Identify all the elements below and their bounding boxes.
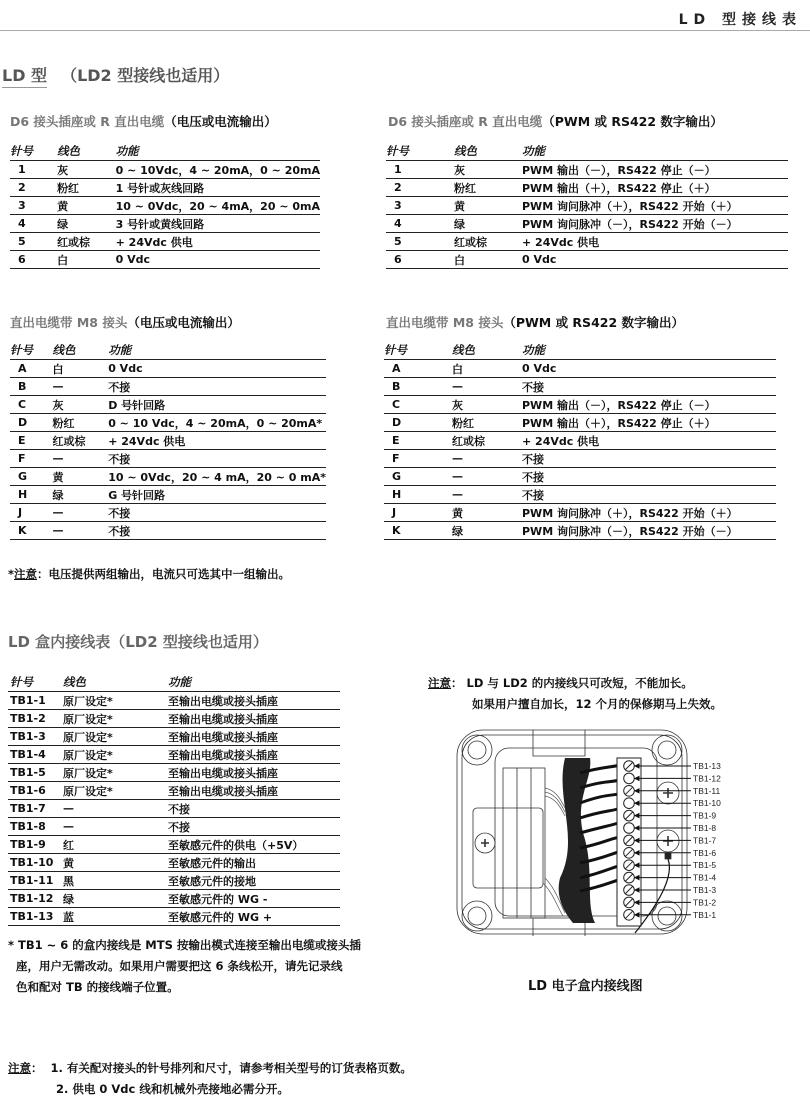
d6-pwm-title-suffix: （PWM 或 RS422 数字输出） xyxy=(542,114,723,129)
table-row xyxy=(10,522,326,540)
color-cell: 原厂设定* xyxy=(63,746,168,764)
function-cell: PWM 询问脉冲（－），RS422 开始（－） xyxy=(522,522,776,540)
terminal-label: TB1-1 xyxy=(693,909,717,920)
color-cell: 红或棕 xyxy=(452,432,522,450)
color-cell: — xyxy=(52,522,108,540)
terminal-label: TB1-6 xyxy=(693,847,717,858)
pin-cell: C xyxy=(384,396,452,414)
d6-voltage-title xyxy=(10,112,277,130)
pin-cell: 4 xyxy=(10,215,57,233)
d6-pwm-table xyxy=(386,142,788,269)
table-row xyxy=(8,728,340,746)
pin-cell: TB1-12 xyxy=(8,890,63,908)
function-cell: PWM 输出（＋），RS422 停止（＋） xyxy=(522,414,776,432)
table-row xyxy=(8,746,340,764)
function-cell: 0 ~ 10 Vdc，4 ~ 20mA，0 ~ 20mA* xyxy=(108,414,326,432)
function-cell: PWM 询问脉冲（－），RS422 开始（－） xyxy=(522,215,788,233)
function-cell: 0 ~ 10Vdc，4 ~ 20mA，0 ~ 20mA xyxy=(116,161,320,179)
pin-cell: TB1-2 xyxy=(8,710,63,728)
table-row xyxy=(8,836,340,854)
section-title-ld xyxy=(2,63,229,86)
function-cell: G 号针回路 xyxy=(108,486,326,504)
table-row xyxy=(10,432,326,450)
color-cell: 黄 xyxy=(63,854,168,872)
m8-voltage-table xyxy=(10,341,326,540)
color-cell: 绿 xyxy=(454,215,522,233)
function-cell: 至输出电缆或接头插座 xyxy=(168,692,340,710)
color-cell: 绿 xyxy=(63,890,168,908)
function-cell: 至输出电缆或接头插座 xyxy=(168,782,340,800)
color-cell: 灰 xyxy=(52,396,108,414)
table-header-row xyxy=(10,341,326,360)
pin-cell: B xyxy=(384,378,452,396)
pin-cell: TB1-11 xyxy=(8,872,63,890)
function-cell: 至敏感元件的接地 xyxy=(168,872,340,890)
col-header-function: 功能 xyxy=(108,341,326,360)
color-cell: — xyxy=(452,486,522,504)
terminal-label: TB1-8 xyxy=(693,823,717,833)
voltage-note-label: 注意 xyxy=(14,567,38,581)
pin-cell: TB1-7 xyxy=(8,800,63,818)
box-footnote-line: * TB1 ~ 6 的盒内接线是 MTS 按输出模式连接至输出电缆或接头插 xyxy=(8,938,361,952)
color-cell: 绿 xyxy=(452,522,522,540)
function-cell: 10 ~ 0Vdc，20 ~ 4 mA，20 ~ 0 mA* xyxy=(108,468,326,486)
pin-cell: K xyxy=(384,522,452,540)
table-row xyxy=(10,360,326,378)
terminal-label: TB1-5 xyxy=(693,860,717,871)
table-row xyxy=(8,692,340,710)
color-cell: 红或棕 xyxy=(52,432,108,450)
terminal-label: TB1-13 xyxy=(693,761,721,771)
pin-cell: F xyxy=(384,450,452,468)
box-note-line1: LD 与 LD2 的内接线只可改短，不能加长。 xyxy=(466,676,693,690)
wire-bundle xyxy=(543,758,625,923)
box-note xyxy=(428,673,722,715)
box-wiring-table xyxy=(8,673,340,926)
function-cell: 3 号针或黄线回路 xyxy=(116,215,320,233)
function-cell: 至输出电缆或接头插座 xyxy=(168,764,340,782)
bottom-note-item: 2. 供电 0 Vdc 线和机械外壳接地必需分开。 xyxy=(56,1082,289,1096)
pin-cell: TB1-8 xyxy=(8,818,63,836)
function-cell: 不接 xyxy=(522,486,776,504)
table-row xyxy=(8,782,340,800)
color-cell: 粉红 xyxy=(454,179,522,197)
function-cell: + 24Vdc 供电 xyxy=(116,233,320,251)
pin-cell: A xyxy=(384,360,452,378)
pin-cell: E xyxy=(10,432,52,450)
pin-cell: B xyxy=(10,378,52,396)
table-row xyxy=(384,414,776,432)
col-header-function: 功能 xyxy=(116,142,320,161)
function-cell: 不接 xyxy=(168,800,340,818)
pin-cell: 3 xyxy=(386,197,454,215)
function-cell: 至输出电缆或接头插座 xyxy=(168,746,340,764)
terminal-label: TB1-4 xyxy=(693,872,717,883)
m8-voltage-title-suffix: （电压或电流输出） xyxy=(127,315,240,330)
function-cell: 不接 xyxy=(168,818,340,836)
d6-voltage-title-prefix: D6 接头插座或 R 直出电缆 xyxy=(10,114,165,129)
table-row xyxy=(10,450,326,468)
pin-cell: 5 xyxy=(386,233,454,251)
box-footnote xyxy=(8,935,361,998)
pin-cell: D xyxy=(384,414,452,432)
table-row xyxy=(10,504,326,522)
page-header-title: LD 型接线表 xyxy=(678,12,802,28)
pin-cell: TB1-5 xyxy=(8,764,63,782)
pin-cell: TB1-9 xyxy=(8,836,63,854)
table-row xyxy=(384,522,776,540)
col-header-pin: 针号 xyxy=(10,142,57,161)
table-row xyxy=(386,161,788,179)
terminal-label: TB1-10 xyxy=(693,798,721,809)
color-cell: 灰 xyxy=(454,161,522,179)
pin-cell: D xyxy=(10,414,52,432)
terminal-label: TB1-12 xyxy=(693,773,721,784)
table-row xyxy=(10,486,326,504)
table-row xyxy=(8,890,340,908)
function-cell: PWM 询问脉冲（＋），RS422 开始（＋） xyxy=(522,504,776,522)
function-cell: 至敏感元件的输出 xyxy=(168,854,340,872)
color-cell: 白 xyxy=(454,251,522,269)
function-cell: PWM 输出（＋），RS422 停止（＋） xyxy=(522,179,788,197)
table-row xyxy=(8,710,340,728)
bottom-notes xyxy=(8,1058,412,1100)
pin-cell: C xyxy=(10,396,52,414)
function-cell: 0 Vdc xyxy=(116,251,320,269)
pin-cell: TB1-10 xyxy=(8,854,63,872)
function-cell: 不接 xyxy=(522,450,776,468)
color-cell: 原厂设定* xyxy=(63,764,168,782)
function-cell: PWM 询问脉冲（＋），RS422 开始（＋） xyxy=(522,197,788,215)
table-header-row xyxy=(10,142,320,161)
ld-title-main: LD 型 xyxy=(2,66,47,88)
terminal-label: TB1-2 xyxy=(693,897,717,908)
color-cell: — xyxy=(63,818,168,836)
table-row xyxy=(384,504,776,522)
table-row xyxy=(384,396,776,414)
color-cell: 原厂设定* xyxy=(63,710,168,728)
terminal-label: TB1-3 xyxy=(693,885,717,895)
voltage-note-star: * xyxy=(8,567,15,581)
table-row xyxy=(384,468,776,486)
color-cell: 粉红 xyxy=(452,414,522,432)
table-row xyxy=(10,179,320,197)
function-cell: 不接 xyxy=(522,468,776,486)
color-cell: 白 xyxy=(452,360,522,378)
col-header-color: 线色 xyxy=(452,341,522,360)
m8-voltage-title-prefix: 直出电缆带 M8 接头 xyxy=(10,315,128,330)
d6-pwm-title xyxy=(388,112,723,130)
box-note-line2: 如果用户擅自加长，12 个月的保修期马上失效。 xyxy=(472,697,723,711)
box-footnote-line: 色和配对 TB 的接线端子位置。 xyxy=(16,980,179,994)
table-row xyxy=(10,468,326,486)
pin-cell: TB1-1 xyxy=(8,692,63,710)
col-header-function: 功能 xyxy=(168,673,340,692)
color-cell: 红 xyxy=(63,836,168,854)
pin-cell: 6 xyxy=(10,251,57,269)
table-row xyxy=(10,396,326,414)
function-cell: + 24Vdc 供电 xyxy=(108,432,326,450)
table-row xyxy=(10,378,326,396)
m8-pwm-title-prefix: 直出电缆带 M8 接头 xyxy=(386,315,504,330)
m8-pwm-title-suffix: （PWM 或 RS422 数字输出） xyxy=(503,315,685,330)
color-cell: 红或棕 xyxy=(454,233,522,251)
m8-pwm-title xyxy=(386,313,684,331)
table-row xyxy=(8,854,340,872)
function-cell: 不接 xyxy=(108,450,326,468)
col-header-pin: 针号 xyxy=(10,341,52,360)
table-row xyxy=(384,360,776,378)
function-cell: D 号针回路 xyxy=(108,396,326,414)
table-row xyxy=(386,215,788,233)
color-cell: — xyxy=(52,378,108,396)
pin-cell: E xyxy=(384,432,452,450)
function-cell: 不接 xyxy=(108,522,326,540)
table-row xyxy=(10,251,320,269)
function-cell: 至输出电缆或接头插座 xyxy=(168,710,340,728)
function-cell: 至敏感元件的 WG + xyxy=(168,908,340,926)
table-row xyxy=(10,197,320,215)
function-cell: 0 Vdc xyxy=(522,251,788,269)
table-row xyxy=(384,450,776,468)
ld-title-sub: （LD2 型接线也适用） xyxy=(61,66,230,85)
color-cell: — xyxy=(52,504,108,522)
function-cell: 1 号针或灰线回路 xyxy=(116,179,320,197)
function-cell: 不接 xyxy=(108,378,326,396)
box-table-title: LD 盒内接线表（LD2 型接线也适用） xyxy=(8,633,268,651)
pin-cell: TB1-4 xyxy=(8,746,63,764)
pin-cell: 2 xyxy=(10,179,57,197)
table-header-row xyxy=(384,341,776,360)
function-cell: + 24Vdc 供电 xyxy=(522,233,788,251)
function-cell: PWM 输出（－），RS422 停止（－） xyxy=(522,396,776,414)
pin-cell: 1 xyxy=(386,161,454,179)
function-cell: 0 Vdc xyxy=(108,360,326,378)
m8-pwm-table xyxy=(384,341,776,540)
header-divider xyxy=(0,30,810,31)
table-row xyxy=(384,486,776,504)
color-cell: 红或棕 xyxy=(57,233,116,251)
function-cell: 至敏感元件的 WG - xyxy=(168,890,340,908)
col-header-color: 线色 xyxy=(57,142,116,161)
table-header-row xyxy=(8,673,340,692)
function-cell: + 24Vdc 供电 xyxy=(522,432,776,450)
function-cell: 不接 xyxy=(522,378,776,396)
box-note-colon: ： xyxy=(451,676,463,690)
color-cell: 原厂设定* xyxy=(63,782,168,800)
color-cell: 绿 xyxy=(52,486,108,504)
table-row xyxy=(384,432,776,450)
function-cell: 至输出电缆或接头插座 xyxy=(168,728,340,746)
d6-voltage-table xyxy=(10,142,320,269)
color-cell: 灰 xyxy=(452,396,522,414)
table-row xyxy=(10,215,320,233)
terminal-label: TB1-7 xyxy=(693,835,717,846)
bottom-notes-label: 注意 xyxy=(8,1061,31,1075)
table-header-row xyxy=(386,142,788,161)
pin-cell: 1 xyxy=(10,161,57,179)
function-cell: 至敏感元件的供电（+5V） xyxy=(168,836,340,854)
color-cell: 白 xyxy=(52,360,108,378)
box-footnote-line: 座，用户无需改动。如果用户需要把这 6 条线松开，请先记录线 xyxy=(16,959,343,973)
pin-cell: TB1-3 xyxy=(8,728,63,746)
junction-box-diagram xyxy=(455,728,730,938)
table-row xyxy=(8,908,340,926)
color-cell: 粉红 xyxy=(57,179,116,197)
terminal-label: TB1-9 xyxy=(693,810,717,821)
col-header-function: 功能 xyxy=(522,341,776,360)
pin-cell: 4 xyxy=(386,215,454,233)
pin-cell: F xyxy=(10,450,52,468)
col-header-color: 线色 xyxy=(63,673,168,692)
color-cell: 黄 xyxy=(52,468,108,486)
col-header-function: 功能 xyxy=(522,142,788,161)
pin-cell: J xyxy=(10,504,52,522)
color-cell: 白 xyxy=(57,251,116,269)
d6-pwm-title-prefix: D6 接头插座或 R 直出电缆 xyxy=(388,114,543,129)
pin-cell: TB1-6 xyxy=(8,782,63,800)
table-row xyxy=(10,233,320,251)
color-cell: — xyxy=(63,800,168,818)
m8-voltage-title xyxy=(10,313,240,331)
terminal-label: TB1-11 xyxy=(693,785,721,796)
color-cell: 绿 xyxy=(57,215,116,233)
pin-cell: G xyxy=(10,468,52,486)
table-row xyxy=(8,818,340,836)
table-row xyxy=(386,179,788,197)
color-cell: — xyxy=(452,378,522,396)
color-cell: 黄 xyxy=(57,197,116,215)
color-cell: — xyxy=(452,450,522,468)
color-cell: 黑 xyxy=(63,872,168,890)
pin-cell: J xyxy=(384,504,452,522)
pin-cell: TB1-13 xyxy=(8,908,63,926)
color-cell: 原厂设定* xyxy=(63,692,168,710)
function-cell: 不接 xyxy=(108,504,326,522)
pin-cell: G xyxy=(384,468,452,486)
color-cell: 灰 xyxy=(57,161,116,179)
terminal-screw xyxy=(624,773,635,784)
pin-cell: 5 xyxy=(10,233,57,251)
color-cell: 原厂设定* xyxy=(63,728,168,746)
table-row xyxy=(386,233,788,251)
table-row xyxy=(8,800,340,818)
d6-voltage-title-suffix: （电压或电流输出） xyxy=(164,114,277,129)
col-header-pin: 针号 xyxy=(386,142,454,161)
pin-cell: A xyxy=(10,360,52,378)
bottom-note-item: 1. 有关配对接头的针号排列和尺寸，请参考相关型号的订货表格页数。 xyxy=(50,1061,412,1075)
table-row xyxy=(8,764,340,782)
table-row xyxy=(10,414,326,432)
function-cell: 10 ~ 0Vdc，20 ~ 4mA，20 ~ 0mA xyxy=(116,197,320,215)
table-row xyxy=(386,197,788,215)
color-cell: — xyxy=(452,468,522,486)
table-row xyxy=(384,378,776,396)
pin-cell: 6 xyxy=(386,251,454,269)
function-cell: 0 Vdc xyxy=(522,360,776,378)
terminal-screw xyxy=(624,798,635,809)
color-cell: 黄 xyxy=(454,197,522,215)
table-row xyxy=(386,251,788,269)
bottom-notes-colon: ： xyxy=(31,1061,43,1075)
table-row xyxy=(10,161,320,179)
pin-cell: K xyxy=(10,522,52,540)
table-row xyxy=(8,872,340,890)
col-header-color: 线色 xyxy=(52,341,108,360)
diagram-caption: LD 电子盒内接线图 xyxy=(528,979,643,994)
voltage-note xyxy=(8,566,290,582)
color-cell: 粉红 xyxy=(52,414,108,432)
pin-cell: H xyxy=(10,486,52,504)
color-cell: 黄 xyxy=(452,504,522,522)
voltage-note-text: ：电压提供两组输出，电流只可选其中一组输出。 xyxy=(37,567,291,581)
color-cell: — xyxy=(52,450,108,468)
pin-cell: H xyxy=(384,486,452,504)
function-cell: PWM 输出（－），RS422 停止（－） xyxy=(522,161,788,179)
box-note-label: 注意 xyxy=(428,676,451,690)
col-header-pin: 针号 xyxy=(8,673,63,692)
col-header-color: 线色 xyxy=(454,142,522,161)
color-cell: 蓝 xyxy=(63,908,168,926)
terminal-screw xyxy=(624,823,635,834)
pin-cell: 2 xyxy=(386,179,454,197)
col-header-pin: 针号 xyxy=(384,341,452,360)
pin-cell: 3 xyxy=(10,197,57,215)
